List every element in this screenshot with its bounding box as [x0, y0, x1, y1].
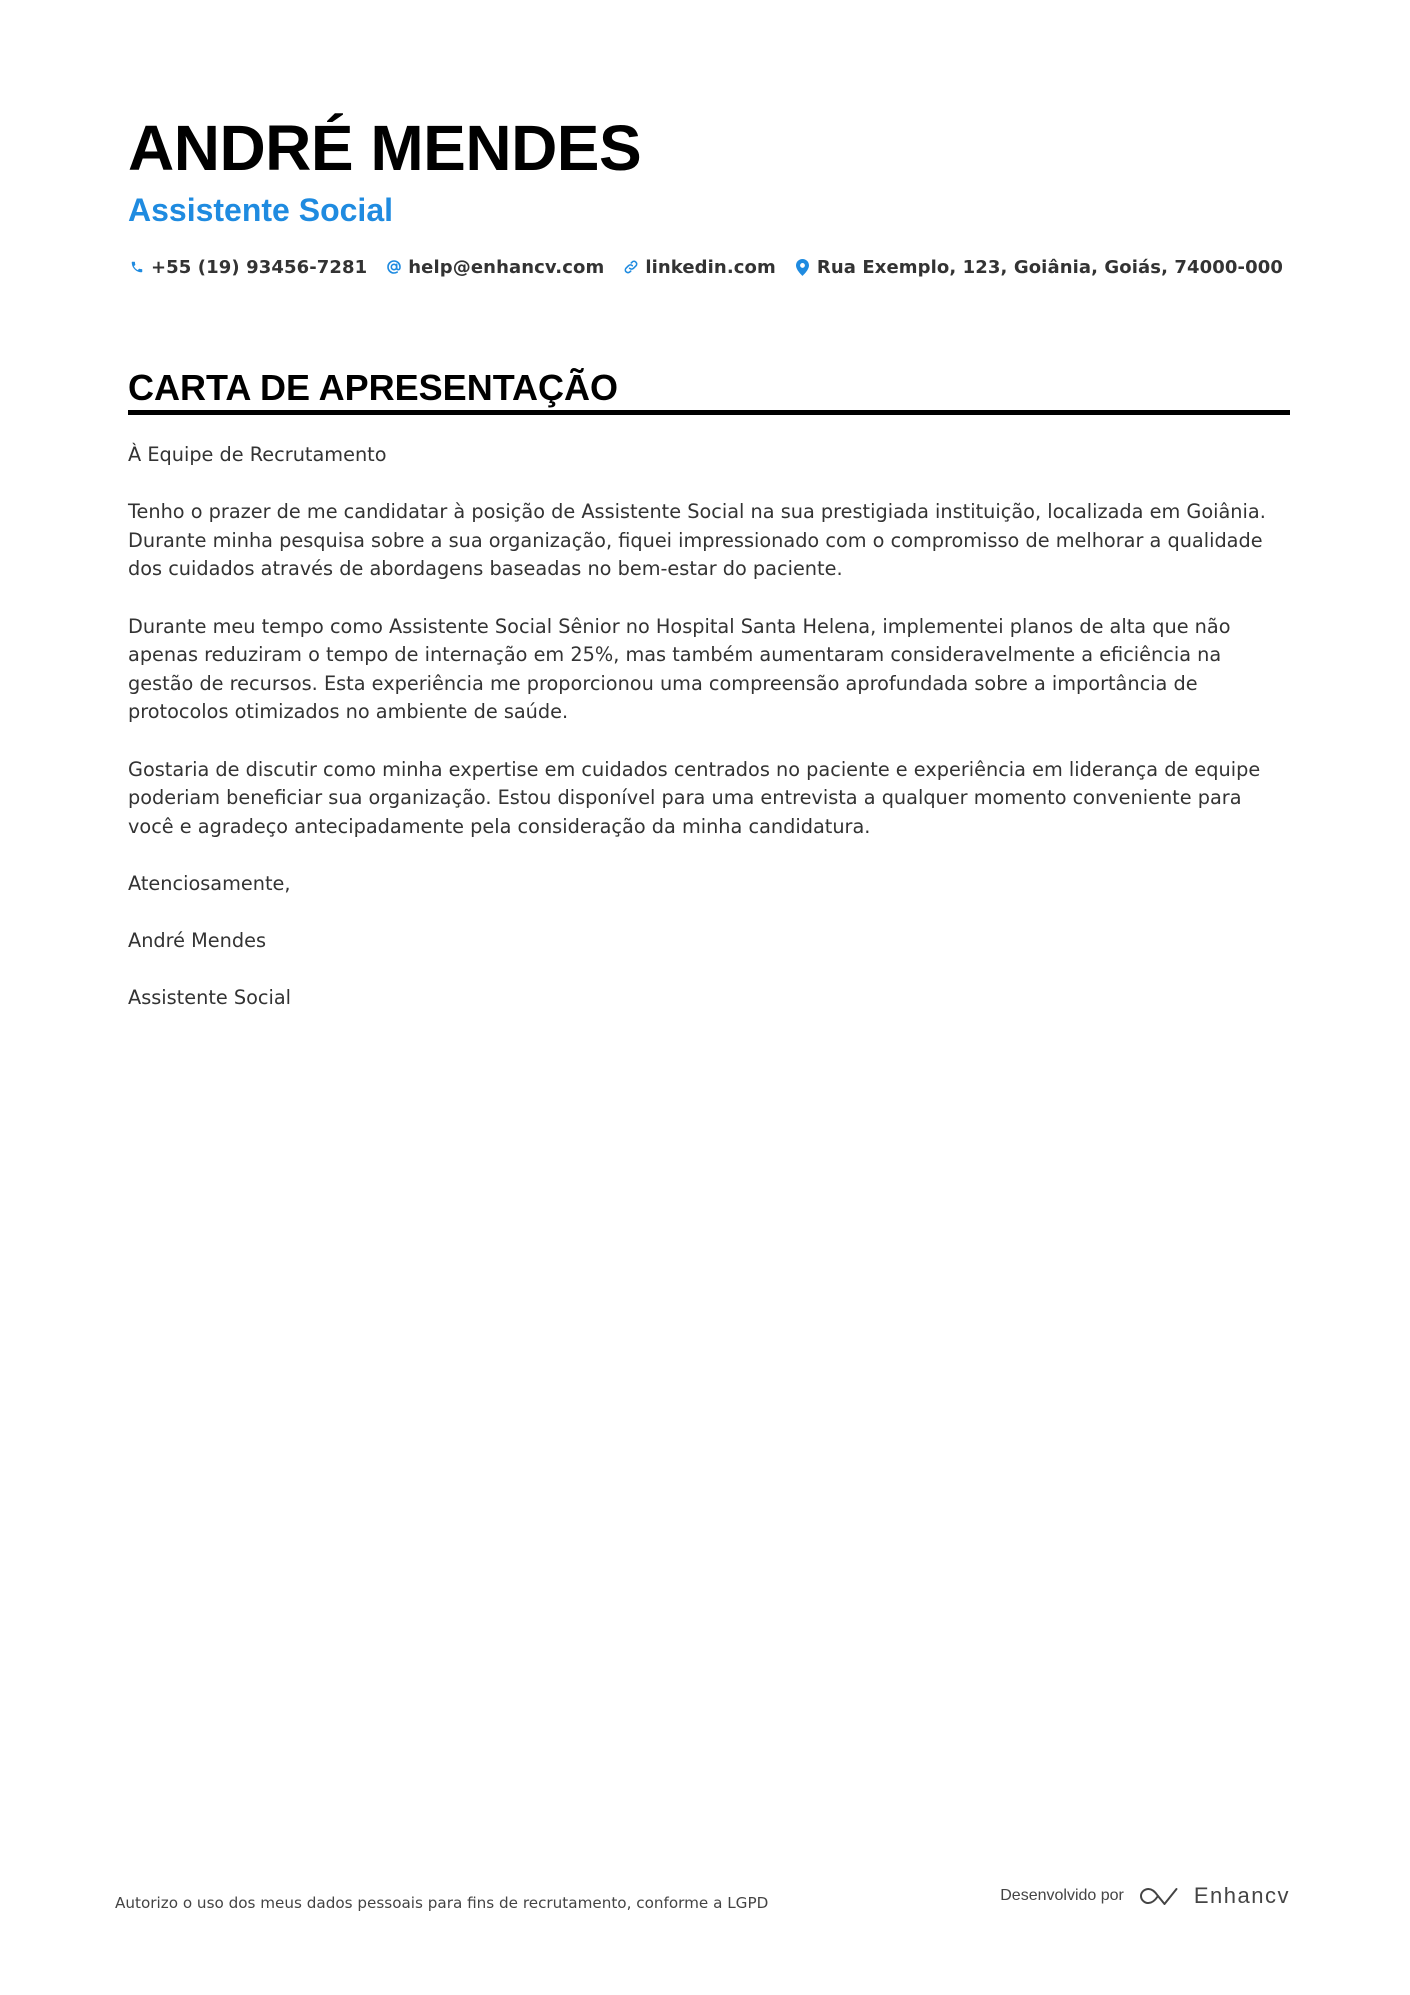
letter-closing: Atenciosamente, [128, 871, 291, 895]
candidate-job-title: Assistente Social [128, 192, 393, 228]
letter-paragraph: Tenho o prazer de me candidatar à posição de Assistente Social na sua prestigiada instituição, localizada em Goiânia. Durante minha pesquisa sobre a sua organização, fiquei impressionado com o compromisso de melhorar a qualidade dos cuidados através de abordagens baseadas no bem-estar do paciente. [128, 500, 1266, 581]
location-pin-icon [794, 257, 811, 277]
email-address: help@enhancv.com [408, 256, 605, 278]
signature-title: Assistente Social [128, 986, 292, 1010]
section-title: CARTA DE APRESENTAÇÃO [128, 367, 619, 408]
gdpr-consent-text: Autorizo o uso dos meus dados pessoais para fins de recrutamento, conforme a LGPD [115, 1894, 769, 1912]
contact-phone [128, 257, 367, 278]
linkedin-link: linkedin.com [645, 256, 776, 278]
letter-body [128, 441, 1290, 1041]
enhancv-logo-icon [1136, 1884, 1182, 1908]
letter-salutation: À Equipe de Recrutamento [128, 443, 387, 466]
enhancv-brand-name: Enhancv [1193, 1883, 1290, 1908]
contact-email [385, 257, 604, 278]
link-icon [622, 257, 639, 277]
candidate-name: ANDRÉ MENDES [128, 112, 642, 184]
section-divider [128, 410, 1290, 415]
powered-by-label: Desenvolvido por [1000, 1887, 1124, 1904]
phone-icon [128, 257, 145, 277]
phone-number: +55 (19) 93456-7281 [151, 256, 368, 278]
street-address: Rua Exemplo, 123, Goiânia, Goiás, 74000-000 [816, 256, 1283, 278]
letter-paragraph: Gostaria de discutir como minha expertise em cuidados centrados no paciente e experiência em liderança de equipe poderiam beneficiar sua organização. Estou disponível para uma entrevista a qualquer momento conveniente para você e agradeço antecipadamente pela consideração da minha candidatura. [128, 757, 1261, 838]
signature-name: André Mendes [128, 929, 267, 953]
contact-linkedin [622, 257, 776, 278]
contact-info-bar [128, 252, 1301, 282]
letter-paragraph: Durante meu tempo como Assistente Social Sênior no Hospital Santa Helena, implementei planos de alta que não apenas reduziram o tempo de internação em 25%, mas também aumentaram consideravelmente a eficiência na gestão de recursos. Esta experiência me proporcionou uma compreensão aprofundada sobre a importância de protocolos otimizados no ambiente de saúde. [128, 614, 1231, 724]
at-icon [385, 257, 402, 277]
powered-by-badge[interactable] [1000, 1883, 1290, 1909]
contact-address [794, 257, 1283, 278]
